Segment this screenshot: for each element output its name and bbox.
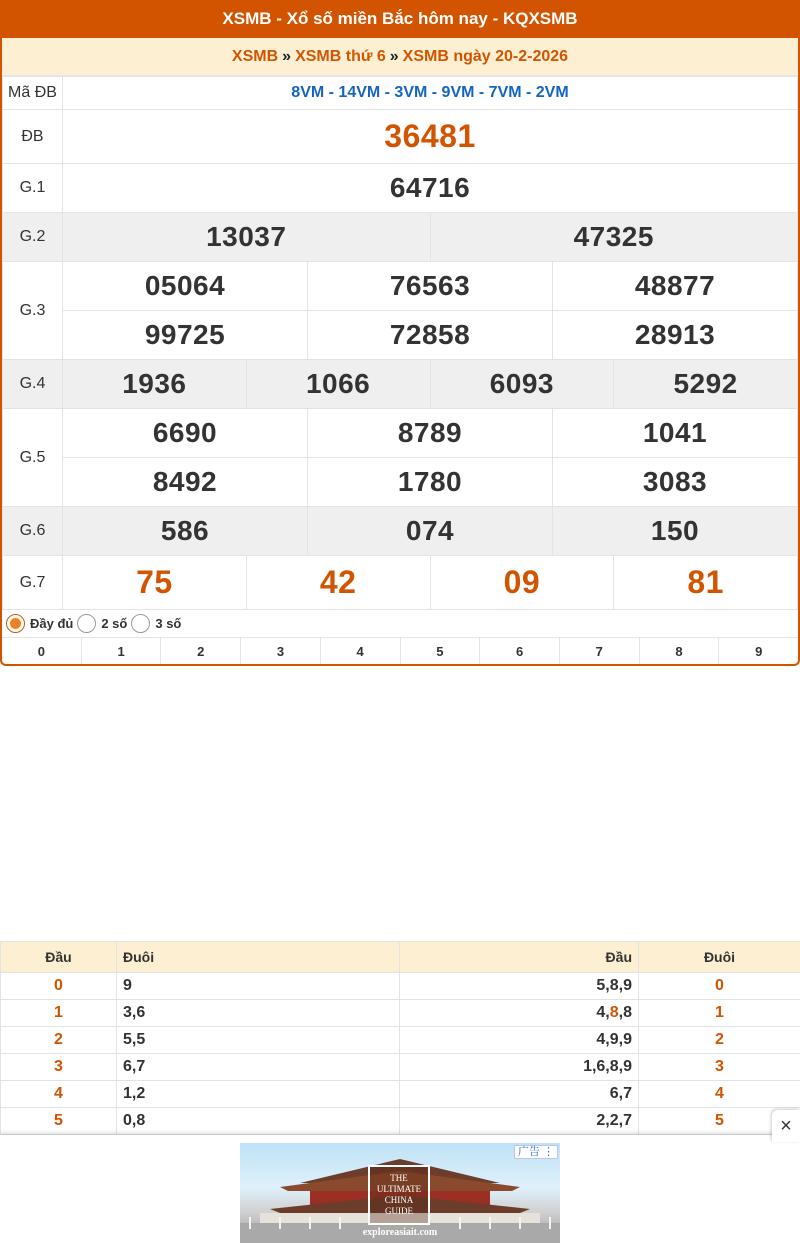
- digit-filter: [2, 638, 798, 665]
- prize-g4-cell: [430, 360, 614, 409]
- close-icon[interactable]: ×: [772, 1110, 800, 1142]
- special-prize-number: 36481: [384, 118, 476, 154]
- prize-number: 47325: [573, 221, 654, 252]
- dau-cell: 3: [1, 1054, 117, 1081]
- prize-g4-cell: [63, 360, 247, 409]
- duoi-right-cell: 5: [639, 1108, 800, 1135]
- radio-icon[interactable]: [77, 614, 96, 633]
- prize-number: 48877: [634, 270, 716, 301]
- table-row: [1, 1000, 800, 1027]
- duoi-right-cell: 3: [639, 1054, 800, 1081]
- digit-filter-1[interactable]: 1: [82, 638, 162, 665]
- option-label: Đầy đủ: [30, 616, 74, 631]
- prize-number: 6093: [489, 368, 555, 399]
- dau-duoi-table: [0, 941, 800, 1135]
- prize-number: 28913: [634, 319, 716, 350]
- prize-g2-cell: [63, 213, 431, 262]
- digit-filter-7[interactable]: 7: [560, 638, 640, 665]
- prize-number: 8492: [152, 466, 218, 497]
- ad-sign-line: ULTIMATE: [376, 1184, 422, 1194]
- prize-g7-cell: [614, 556, 798, 610]
- digit-text: ,8: [618, 1004, 632, 1021]
- breadcrumb-separator: »: [282, 48, 292, 65]
- ad-sign-line: CHINA: [384, 1195, 414, 1205]
- digit-filter-4[interactable]: 4: [321, 638, 401, 665]
- duoi-right-cell: 2: [639, 1027, 800, 1054]
- prize-g6-cell: [63, 507, 308, 556]
- prize-number: 586: [160, 515, 210, 546]
- breadcrumb-link-date[interactable]: XSMB ngày 20-2-2026: [402, 48, 569, 65]
- prize-number: 76563: [389, 270, 471, 301]
- prize-number: 074: [405, 515, 455, 546]
- prize-g3-cell: [308, 262, 553, 311]
- display-options: [2, 610, 798, 638]
- prize-g1-number: [63, 164, 798, 213]
- prize-number: 64716: [389, 172, 471, 203]
- dau-right-cell: [400, 1000, 639, 1027]
- duoi-right-cell: 1: [639, 1000, 800, 1027]
- ad-choices-tag[interactable]: [514, 1145, 558, 1159]
- prize-g3-cell: [63, 311, 308, 360]
- prize-number: 09: [503, 564, 541, 600]
- prize-g6-cell: [308, 507, 553, 556]
- highlighted-digit: 8: [609, 1004, 619, 1021]
- prize-number: 13037: [206, 221, 287, 252]
- option-label: 2 số: [101, 616, 128, 631]
- digit-filter-6[interactable]: 6: [480, 638, 560, 665]
- digit-filter-3[interactable]: 3: [241, 638, 321, 665]
- dau-cell: 1: [1, 1000, 117, 1027]
- prize-g3-cell: [308, 311, 553, 360]
- digit-text: 4,: [596, 1004, 610, 1021]
- duoi-cell: 9: [117, 973, 400, 1000]
- dau-cell: 5: [1, 1108, 117, 1135]
- option-2-digits[interactable]: [77, 614, 127, 633]
- digit-filter-2[interactable]: 2: [161, 638, 241, 665]
- prize-label-db: ĐB: [3, 110, 63, 164]
- option-full[interactable]: [6, 614, 73, 633]
- ad-sign: [368, 1165, 430, 1225]
- breadcrumb-link-xsmb[interactable]: XSMB: [231, 48, 279, 65]
- prize-g2-cell: [430, 213, 798, 262]
- digit-filter-9[interactable]: 9: [755, 644, 763, 659]
- ma-db-label: Mã ĐB: [3, 77, 63, 110]
- option-3-digits[interactable]: [131, 614, 181, 633]
- prize-g7-cell: [430, 556, 614, 610]
- prize-number: 6690: [152, 417, 218, 448]
- prize-label-g3: G.3: [3, 262, 63, 360]
- prize-g5-cell: [308, 409, 553, 458]
- duoi-right-cell: 0: [639, 973, 800, 1000]
- prize-g3-cell: [553, 311, 798, 360]
- duoi-cell: 5,5: [117, 1027, 400, 1054]
- prize-label-g7: G.7: [3, 556, 63, 610]
- breadcrumb-link-friday[interactable]: XSMB thứ 6: [295, 48, 386, 65]
- prize-number: 8789: [397, 417, 463, 448]
- dau-right-cell: 2,2,7: [400, 1108, 639, 1135]
- prize-number: 1780: [397, 466, 463, 497]
- prize-label-g4: G.4: [3, 360, 63, 409]
- prize-g3-cell: [63, 262, 308, 311]
- digit-filter-0[interactable]: 0: [2, 638, 82, 665]
- breadcrumb: [2, 38, 798, 76]
- prize-number: 81: [687, 564, 724, 600]
- duoi-cell: 6,7: [117, 1054, 400, 1081]
- prize-g5-cell: [63, 458, 308, 507]
- prize-label-g6: G.6: [3, 507, 63, 556]
- column-header-duoi: Đuôi: [117, 942, 400, 973]
- prize-number: 5292: [673, 368, 738, 399]
- more-vertical-icon: ⋮: [543, 1146, 554, 1158]
- prize-label-g2: G.2: [3, 213, 63, 262]
- dau-cell: 4: [1, 1081, 117, 1108]
- ad-sign-line: GUIDE: [385, 1206, 413, 1216]
- prize-g4-cell: [614, 360, 798, 409]
- dau-right-cell: 1,6,8,9: [400, 1054, 639, 1081]
- radio-icon[interactable]: [131, 614, 150, 633]
- duoi-cell: 1,2: [117, 1081, 400, 1108]
- prize-g7-cell: [63, 556, 247, 610]
- page-title: XSMB - Xổ số miền Bắc hôm nay - KQXSMB: [2, 0, 798, 38]
- prize-g5-cell: [553, 409, 798, 458]
- prize-g6-cell: [553, 507, 798, 556]
- prize-label-g5: G.5: [3, 409, 63, 507]
- column-header-dau: Đầu: [1, 942, 117, 973]
- table-row: [1, 1027, 800, 1054]
- dau-cell: 0: [1, 973, 117, 1000]
- ma-db-codes: 8VM - 14VM - 3VM - 9VM - 7VM - 2VM: [63, 77, 798, 110]
- results-table: [2, 76, 798, 610]
- ad-sign-line: THE: [390, 1173, 408, 1183]
- column-header-duoi: Đuôi: [639, 942, 800, 973]
- prize-number: 3083: [642, 466, 708, 497]
- prize-number: 150: [650, 515, 700, 546]
- prize-g5-cell: [63, 409, 308, 458]
- dau-right-cell: 5,8,9: [400, 973, 639, 1000]
- table-row: [1, 1054, 800, 1081]
- dau-right-cell: 6,7: [400, 1081, 639, 1108]
- prize-number: 72858: [389, 319, 471, 350]
- table-row: [1, 1108, 800, 1135]
- duoi-right-cell: 4: [639, 1081, 800, 1108]
- digit-filter-5[interactable]: 5: [401, 638, 481, 665]
- ad-tag-label: 广告: [517, 1146, 540, 1158]
- prize-number: 1041: [642, 417, 708, 448]
- duoi-cell: 3,6: [117, 1000, 400, 1027]
- prize-g5-cell: [553, 458, 798, 507]
- prize-number: 75: [136, 564, 173, 600]
- prize-number: 99725: [144, 319, 226, 350]
- ad-banner[interactable]: [240, 1143, 560, 1243]
- breadcrumb-separator: »: [389, 48, 399, 65]
- prize-number: 1066: [305, 368, 371, 399]
- radio-selected-icon[interactable]: [6, 614, 25, 633]
- digit-filter-8[interactable]: 8: [640, 638, 720, 665]
- prize-g4-cell: [246, 360, 430, 409]
- prize-number: 42: [319, 564, 357, 600]
- dau-cell: 2: [1, 1027, 117, 1054]
- table-row: [1, 973, 800, 1000]
- column-header-dau: Đầu: [400, 942, 639, 973]
- prize-number: 1936: [122, 368, 187, 399]
- table-row: [1, 1081, 800, 1108]
- prize-g3-cell: [553, 262, 798, 311]
- ad-url: exploreasiait.com: [362, 1227, 438, 1238]
- prize-number: 05064: [144, 270, 226, 301]
- prize-g5-cell: [308, 458, 553, 507]
- prize-g7-cell: [246, 556, 430, 610]
- option-label: 3 số: [155, 616, 182, 631]
- prize-db-number: [63, 110, 798, 164]
- dau-right-cell: 4,9,9: [400, 1027, 639, 1054]
- prize-label-g1: G.1: [3, 164, 63, 213]
- duoi-cell: 0,8: [117, 1108, 400, 1135]
